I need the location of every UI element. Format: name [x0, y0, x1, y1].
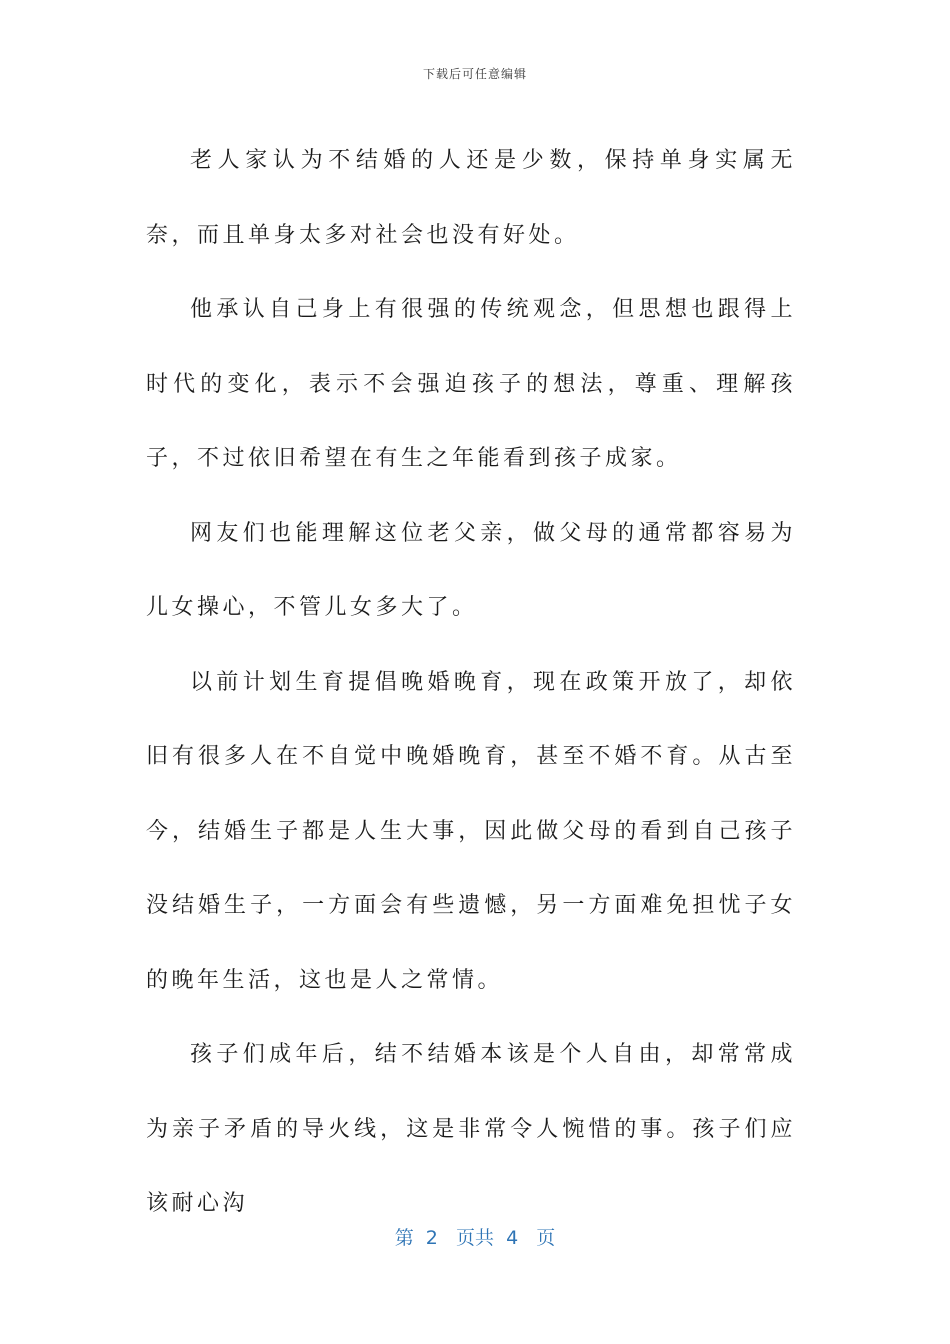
paragraph: 孩子们成年后，结不结婚本该是个人自由，却常常成为亲子矛盾的导火线，这是非常令人惋惜的事。孩子们应该耐心沟	[146, 1042, 796, 1216]
page-header: 下载后可任意编辑	[422, 67, 527, 81]
page-footer: 第 2 页共 4 页	[394, 1227, 556, 1249]
document-body	[146, 124, 796, 1242]
paragraph: 网友们也能理解这位老父亲，做父母的通常都容易为儿女操心，不管儿女多大了。	[146, 520, 796, 620]
paragraph: 老人家认为不结婚的人还是少数，保持单身实属无奈，而且单身太多对社会也没有好处。	[146, 148, 796, 248]
paragraph: 以前计划生育提倡晚婚晚育，现在政策开放了，却依旧有很多人在不自觉中晚婚晚育，甚至不婚不育。从古至今，结婚生子都是人生大事，因此做父母的看到自己孩子没结婚生子，一方面会有些遗憾，另一方面难免担忧子女的晚年生活，这也是人之常情。	[146, 669, 796, 993]
paragraph: 他承认自己身上有很强的传统观念，但思想也跟得上时代的变化，表示不会强迫孩子的想法，尊重、理解孩子，不过依旧希望在有生之年能看到孩子成家。	[146, 297, 796, 471]
